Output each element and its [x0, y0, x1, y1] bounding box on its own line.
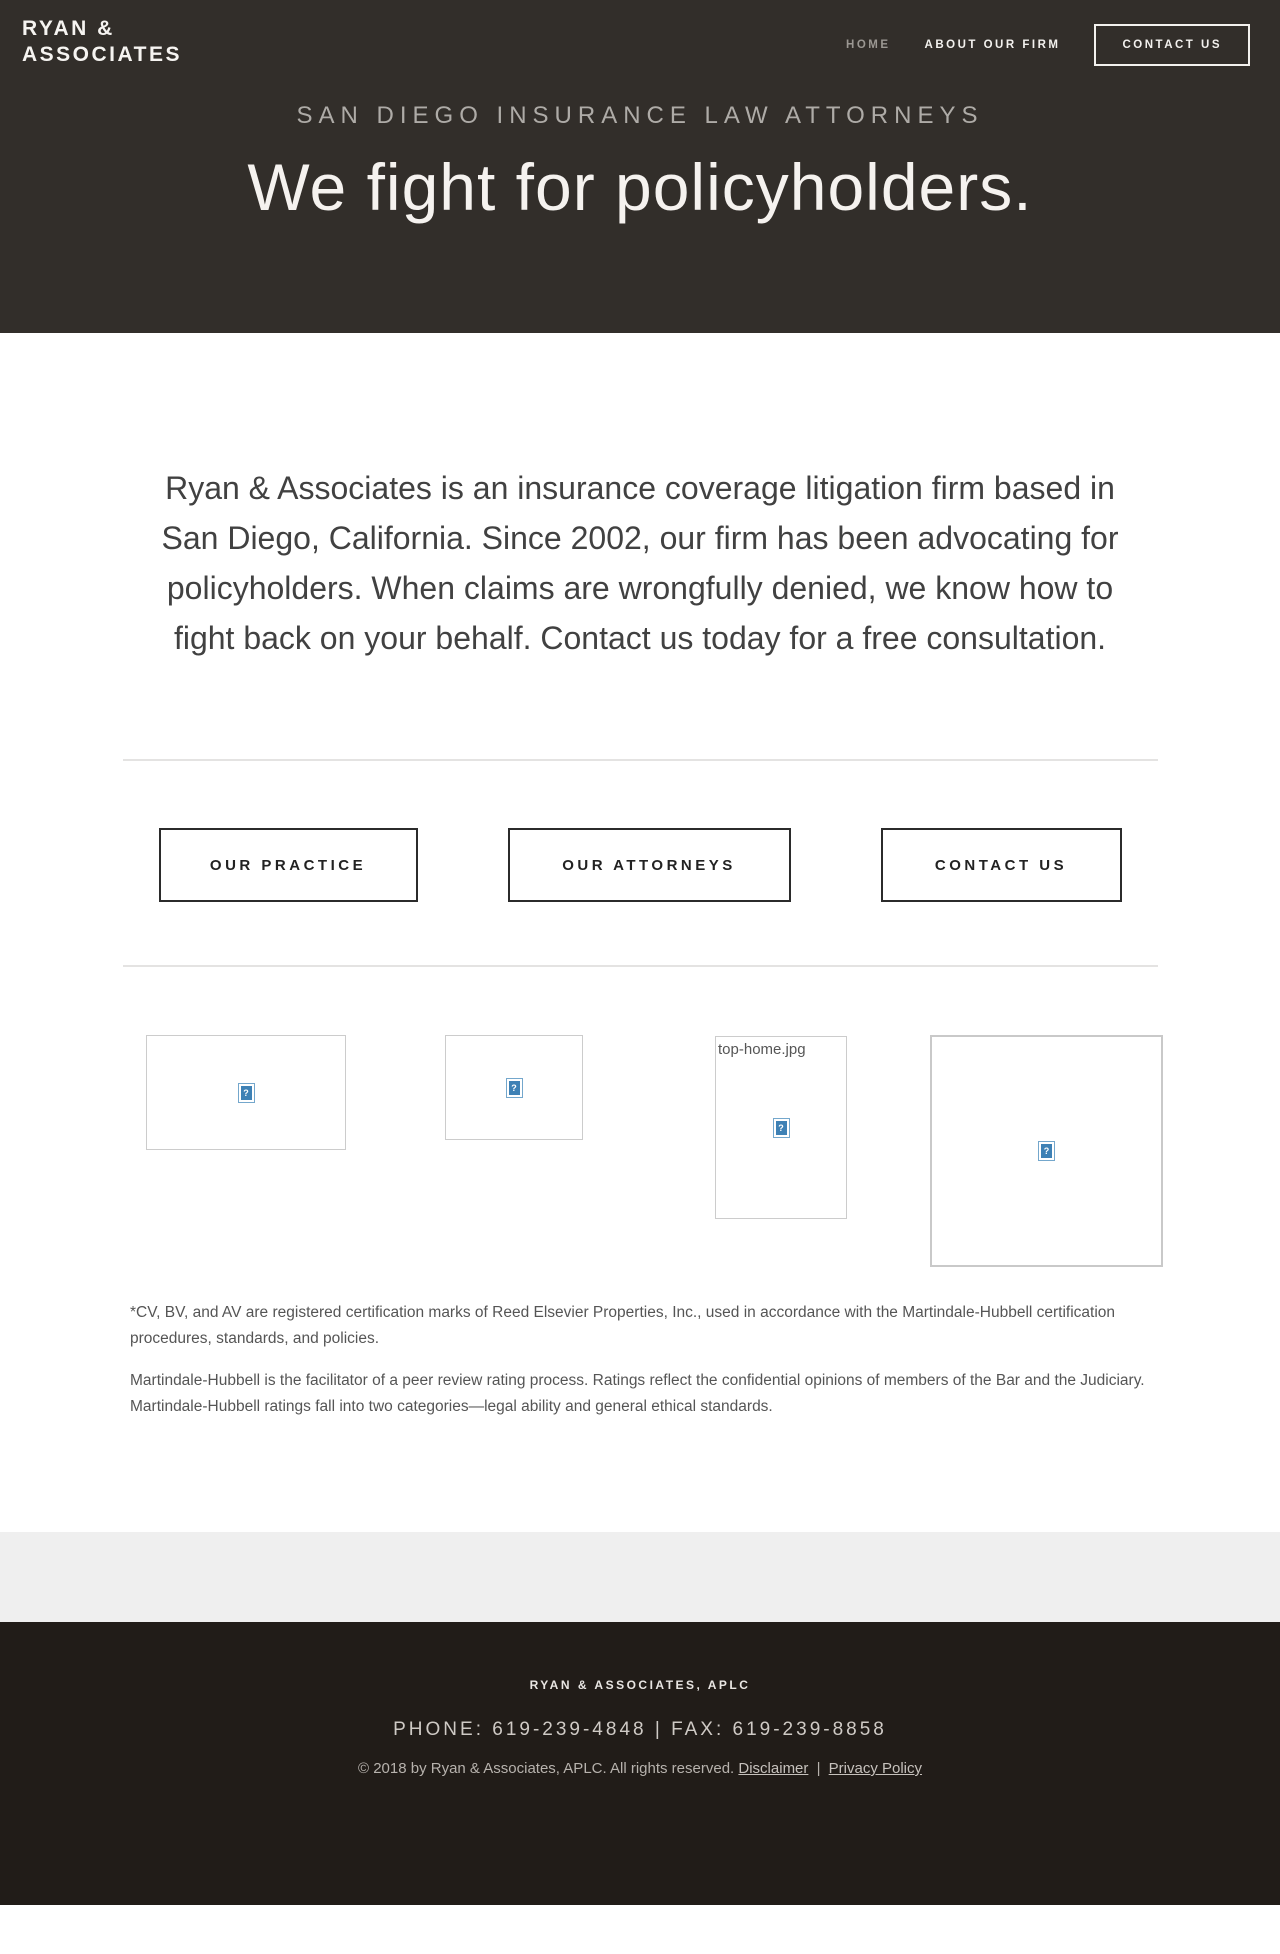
disclaimer-link[interactable]: Disclaimer [738, 1760, 809, 1777]
site-logo[interactable] [22, 16, 182, 68]
broken-image-icon [238, 1083, 255, 1103]
logo-line-2: ASSOCIATES [22, 43, 182, 66]
footer-copyright [0, 1760, 1280, 1777]
broken-image-2 [445, 1035, 583, 1140]
broken-image-icon [773, 1118, 790, 1138]
footer-phone-fax-line: PHONE: 619-239-4848 | FAX: 619-239-8858 [393, 1719, 887, 1740]
intro-paragraph: Ryan & Associates is an insurance coverage litigation firm based in San Diego, California. Since 2002, our firm has been advocating for policyholders. When claims are wrongfully denied, we know how to fight back on your behalf. Contact us today for a free consultation. [161, 470, 1119, 656]
certification-disclaimer-paragraph: *CV, BV, and AV are registered certification marks of Reed Elsevier Properties, Inc., used in accordance with the Martindale-Hubbell certification procedures, standards, and policies. [130, 1304, 1116, 1347]
link-separator: | [816, 1760, 821, 1777]
question-mark-glyph: ? [509, 1081, 520, 1095]
site-header [0, 0, 1280, 333]
site-footer [0, 1622, 1280, 1905]
question-mark-glyph: ? [776, 1121, 787, 1135]
broken-image-4 [930, 1035, 1163, 1267]
image-alt-text: top-home.jpg [718, 1041, 806, 1058]
broken-image-3 [715, 1036, 847, 1219]
hero-section [0, 102, 1280, 224]
hero-title: We fight for policyholders. [247, 150, 1033, 224]
main-content [0, 463, 1280, 1532]
broken-image-1 [146, 1035, 346, 1150]
pre-footer-band [0, 1532, 1280, 1622]
logo-line-1: RYAN & [22, 17, 115, 40]
footer-firm-name: RYAN & ASSOCIATES, APLC [529, 1678, 751, 1692]
cta-buttons-row [159, 828, 1122, 902]
question-mark-glyph: ? [1041, 1144, 1052, 1158]
copyright-text: © 2018 by Ryan & Associates, APLC. All rights reserved. [357, 1760, 735, 1777]
question-mark-glyph: ? [241, 1086, 252, 1100]
top-bar [0, 0, 1280, 68]
badge-images-row [0, 1035, 1280, 1267]
main-nav [846, 24, 1250, 66]
nav-link-about-our-firm[interactable]: ABOUT OUR FIRM [924, 39, 1061, 51]
privacy-policy-link[interactable]: Privacy Policy [828, 1760, 923, 1777]
divider [123, 965, 1158, 967]
broken-image-icon [506, 1078, 523, 1098]
hero-subtitle: SAN DIEGO INSURANCE LAW ATTORNEYS [296, 102, 984, 129]
nav-link-home[interactable]: HOME [846, 39, 891, 51]
broken-image-icon [1038, 1141, 1055, 1161]
martindale-hubbell-paragraph: Martindale-Hubbell is the facilitator of a peer review rating process. Ratings reflect the confidential opinions of members of the Bar and the Judiciary. Martindale-Hubbell ratings fall into two categories—legal ability and general ethical standards. [130, 1372, 1145, 1415]
divider [123, 759, 1158, 761]
our-attorneys-button[interactable]: OUR ATTORNEYS [508, 828, 791, 902]
contact-us-button[interactable]: CONTACT US [881, 828, 1122, 902]
our-practice-button[interactable]: OUR PRACTICE [159, 828, 418, 902]
nav-contact-us-button[interactable]: CONTACT US [1094, 24, 1250, 66]
